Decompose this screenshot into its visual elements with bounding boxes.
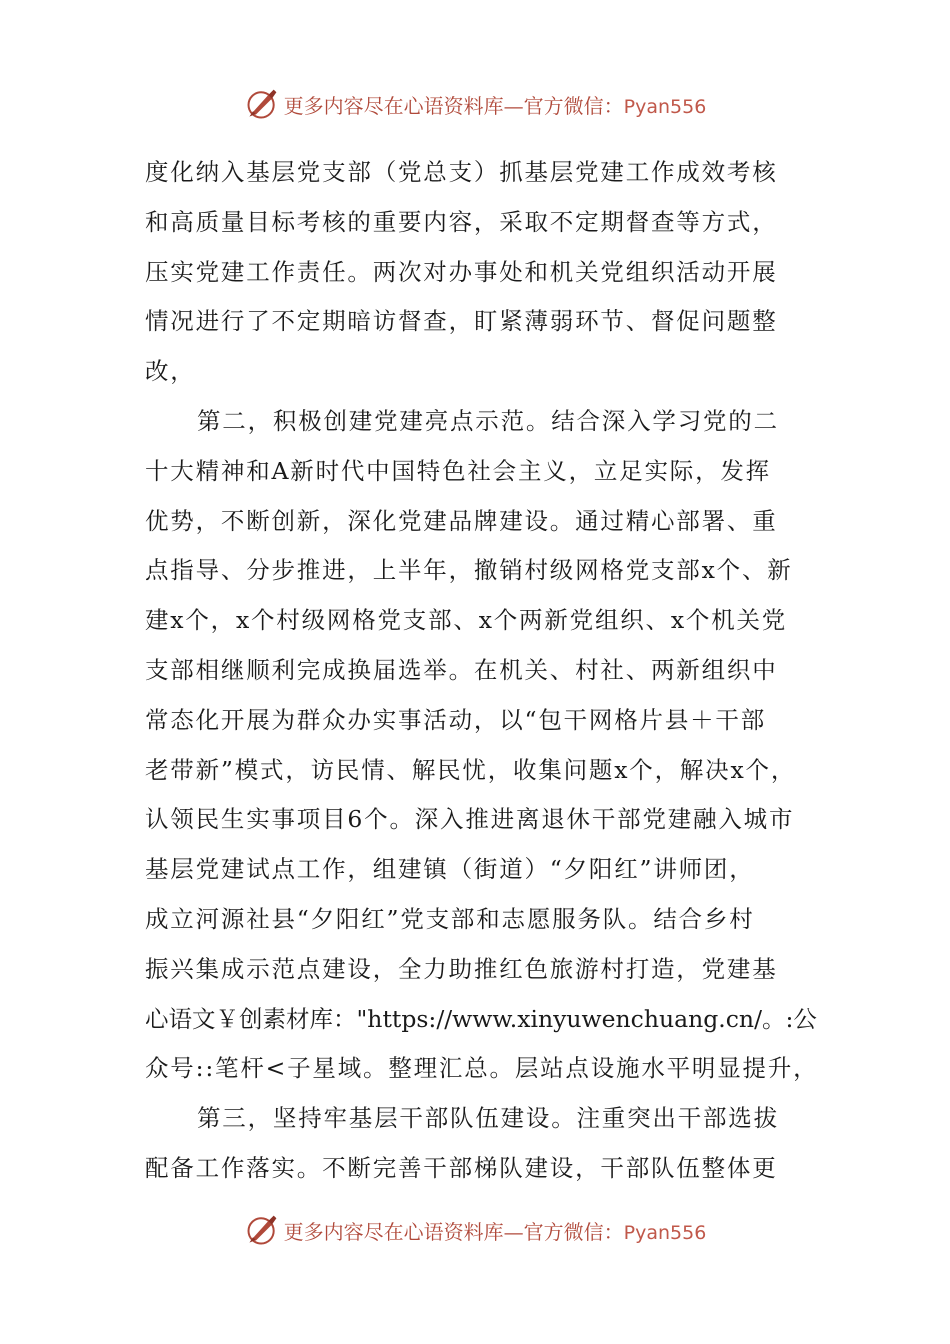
text-line: 情况进行了不定期暗访督查，盯紧薄弱环节、督促问题整: [145, 307, 778, 336]
text-line: 心语文￥创素材库："https://www.xinyuwenchuang.cn/。:公: [145, 1004, 817, 1033]
text-line: 十大精神和A新时代中国特色社会主义，立足实际，发挥: [145, 456, 771, 485]
footer-banner: [0, 1210, 950, 1250]
banner-text: 更多内容尽在心语资料库—官方微信：Pyan556: [283, 93, 707, 118]
paragraph-heading-third: 第三，坚持牢基层干部队伍建设。注重突出干部选拔: [197, 1104, 779, 1133]
text-line: 振兴集成示范点建设，全力助推红色旅游村打造，党建基: [145, 954, 778, 983]
document-body: [145, 148, 825, 1194]
paragraph-heading-second: 第二，积极创建党建亮点示范。结合深入学习党的二: [197, 406, 779, 435]
text-line: 点指导、分步推进，上半年，撤销村级网格党支部x个、新: [145, 556, 793, 585]
text-line: 压实党建工作责任。两次对办事处和机关党组织活动开展: [145, 257, 778, 286]
text-line: 认领民生实事项目6个。深入推进离退休干部党建融入城市: [145, 805, 795, 834]
text-line: 老带新”模式，访民情、解民忧，收集问题x个，解决x个，: [145, 755, 797, 784]
text-line: 成立河源社县“夕阳红”党支部和志愿服务队。结合乡村: [145, 904, 755, 933]
header-banner: [0, 84, 950, 124]
wechat-handle: Pyan556: [623, 1221, 707, 1244]
text-line: 基层党建试点工作，组建镇（街道）“夕阳红”讲师团，: [145, 855, 755, 884]
banner-text: 更多内容尽在心语资料库—官方微信：Pyan556: [283, 1219, 707, 1244]
text-line: 优势，不断创新，深化党建品牌建设。通过精心部署、重: [145, 506, 778, 535]
text-line: 和高质量目标考核的重要内容，采取不定期督查等方式，: [145, 207, 778, 236]
text-line: 度化纳入基层党支部（党总支）抓基层党建工作成效考核: [145, 158, 778, 186]
text-line: 建x个，x个村级网格党支部、x个两新党组织、x个机关党: [145, 606, 788, 635]
text-line: 配备工作落实。不断完善干部梯队建设，干部队伍整体更: [145, 1153, 778, 1182]
text-line: 改，: [145, 357, 196, 386]
pen-quill-logo-icon: [244, 1212, 280, 1248]
text-line: 支部相继顺利完成换届选举。在机关、村社、两新组织中: [145, 655, 778, 684]
text-line: 常态化开展为群众办实事活动，以“包干网格片县＋干部: [145, 705, 767, 734]
pen-quill-logo-icon: [244, 86, 280, 122]
text-line: 众号::笔杆<子星域。整理汇总。层站点设施水平明显提升，: [145, 1054, 819, 1083]
wechat-handle: Pyan556: [623, 95, 707, 118]
